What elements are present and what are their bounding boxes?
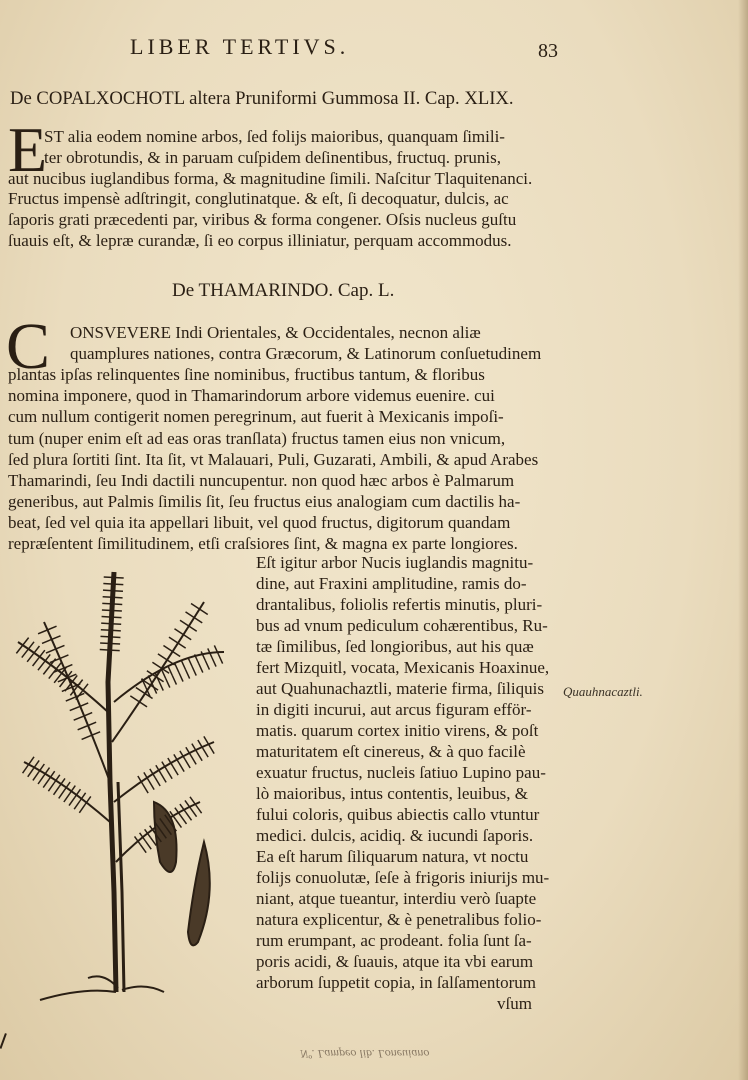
- chapter-50-column-text-line: natura explicentur, & è penetralibus folio-: [256, 910, 542, 929]
- chapter-50-text-line: nomina imponere, quod in Thamarindorum arbore videmus euenire. cui: [8, 386, 495, 406]
- chapter-50-text-line: ſed plura ſortiti ſint. Ita ſit, vt Malauari, Puli, Guzarati, Ambili, & apud Arabes: [8, 449, 539, 469]
- chapter-50-column-text-line: drantalibus, foliolis refertis minutis, pluri-: [256, 595, 543, 614]
- chapter-50-column-text-line: rum erumpant, ac prodeant. folia ſunt ſa-: [256, 931, 532, 950]
- chapter-50-text-line: ONSVEVERE Indi Orientales, & Occidentales, necnon aliæ: [70, 323, 481, 342]
- chapter-50-column-text-line: dine, aut Fraxini amplitudine, ramis do-: [256, 574, 527, 593]
- chapter-50-column-text-line: aut Quahunachaztli, materie firma, ſiliquis: [256, 679, 544, 698]
- chapter-50-column-text-line: fului coloris, quibus abiectis callo vtuntur: [256, 805, 540, 824]
- chapter-49-text-line: aut nucibus iuglandibus forma, & magnitudine ſimili. Naſcitur Tlaquitenanci.: [8, 168, 533, 188]
- chapter-50-column-text-line: fert Mizquitl, vocata, Mexicanis Hoaxinue,: [256, 658, 550, 677]
- chapter-49-text-line: ſaporis grati præcedenti par, viribus & forma congener. Oſsis nucleus guſtu: [8, 210, 517, 230]
- chapter-50-column-text-line: in digiti incurui, aut arcus figuram efför-: [256, 700, 532, 719]
- chapter-50-column-text-line: folijs conuolutæ, ſeſe à frigoris iniurijs mu-: [256, 868, 550, 887]
- chapter-50-column-text-line: arborum ſuppetit copia, in ſalſamentorum: [256, 973, 536, 992]
- chapter-50-column-text-line: lò maioribus, intus contentis, leuibus, &: [256, 784, 528, 803]
- chapter-50-column-text-line: exuatur fructus, nucleis ſatiuo Lupino pau-: [256, 763, 546, 782]
- chapter-49-text-line: Fructus impensè adſtringit, conglutinatque. & eſt, ſi decoquatur, dulcis, ac: [8, 189, 509, 209]
- chapter-50-column-text-line: medici. dulcis, acidiq. & iucundi ſaporis.: [256, 826, 534, 845]
- chapter-49-dropcap: E: [8, 114, 48, 185]
- chapter-49-text-line: ſuauis eſt, & lepræ curandæ, ſi eo corpus illiniatur, perquam accommodus.: [8, 231, 512, 250]
- page-number: 83: [538, 40, 558, 62]
- chapter-50-column-text-line: maturitatem eſt cinereus, & à quo facilè: [256, 742, 526, 761]
- chapter-50-column-text-line: niant, atque tueantur, interdiu verò ſuapte: [256, 889, 537, 908]
- chapter-50-text-line: plantas ipſas relinquentes ſine nominibus, fructibus tantum, & floribus: [8, 365, 485, 385]
- chapter-50-heading: De THAMARINDO. Cap. L.: [172, 280, 395, 301]
- chapter-50-column-text-line: bus ad vnum pediculum cohærentibus, Ru-: [256, 616, 548, 635]
- chapter-50-column-text-line: matis. quarum cortex initio virens, & poſt: [256, 721, 539, 740]
- chapter-50-text-line: quamplures nationes, contra Græcorum, & Latinorum conſuetudinem: [70, 344, 542, 364]
- chapter-50-text-line: beat, ſed vel quia ita appellari libuit, vel quod fructus, digitorum quandam: [8, 512, 511, 532]
- chapter-50-column-text-line: tæ ſimilibus, ſed longioribus, aut his quæ: [256, 637, 534, 656]
- chapter-50-text-line: generibus, aut Palmis ſimilis ſit, ſeu fructus eius analogiam cum dactilis ha-: [8, 491, 521, 511]
- marginal-note: Quauhnacaztli.: [563, 684, 643, 699]
- chapter-50-text-line: repræſentent ſimilitudinem, etſi craſsiores ſint, & magna ex parte longiores.: [8, 534, 518, 553]
- chapter-50-column-text-line: poris acidi, & ſuauis, atque ita vbi earum: [256, 952, 534, 971]
- chapter-50-dropcap: C: [6, 310, 51, 383]
- chapter-49-text-line: ST alia eodem nomine arbos, ſed folijs maioribus, quanquam ſimili-: [44, 127, 505, 146]
- chapter-50-column-text-line: Eſt igitur arbor Nucis iuglandis magnitu-: [256, 553, 534, 572]
- chapter-50-text-line: Thamarindi, ſeu Indi dactili nuncupentur. non quod hæc arbos è Palmarum: [8, 470, 515, 490]
- margin-mark: [0, 1033, 12, 1051]
- chapter-50-text-line: cum nullum contigerit nomen peregrinum, aut fuerit à Mexicanis impoſi-: [8, 407, 504, 427]
- tamarind-tree-illustration: [4, 562, 240, 1002]
- chapter-50-column-text-line: vſum: [497, 994, 532, 1013]
- running-head: LIBER TERTIVS.: [130, 34, 350, 59]
- page-edge-shadow: [738, 0, 748, 1080]
- chapter-50-column-text-line: Ea eſt harum ſiliquarum natura, vt noctu: [256, 847, 529, 866]
- library-stamp: Nº. Lampeo lib. Loneuiano: [300, 1047, 430, 1061]
- chapter-49-heading: De COPALXOCHOTL altera Pruniformi Gummosa II. Cap. XLIX.: [10, 88, 514, 109]
- chapter-50-text-line: tum (nuper enim eſt ad eas oras tranſlata) fructus tamen eius non vnicum,: [8, 428, 506, 448]
- chapter-49-text-line: ter obrotundis, & in paruam cuſpidem deſinentibus, fructuq. prunis,: [44, 147, 502, 167]
